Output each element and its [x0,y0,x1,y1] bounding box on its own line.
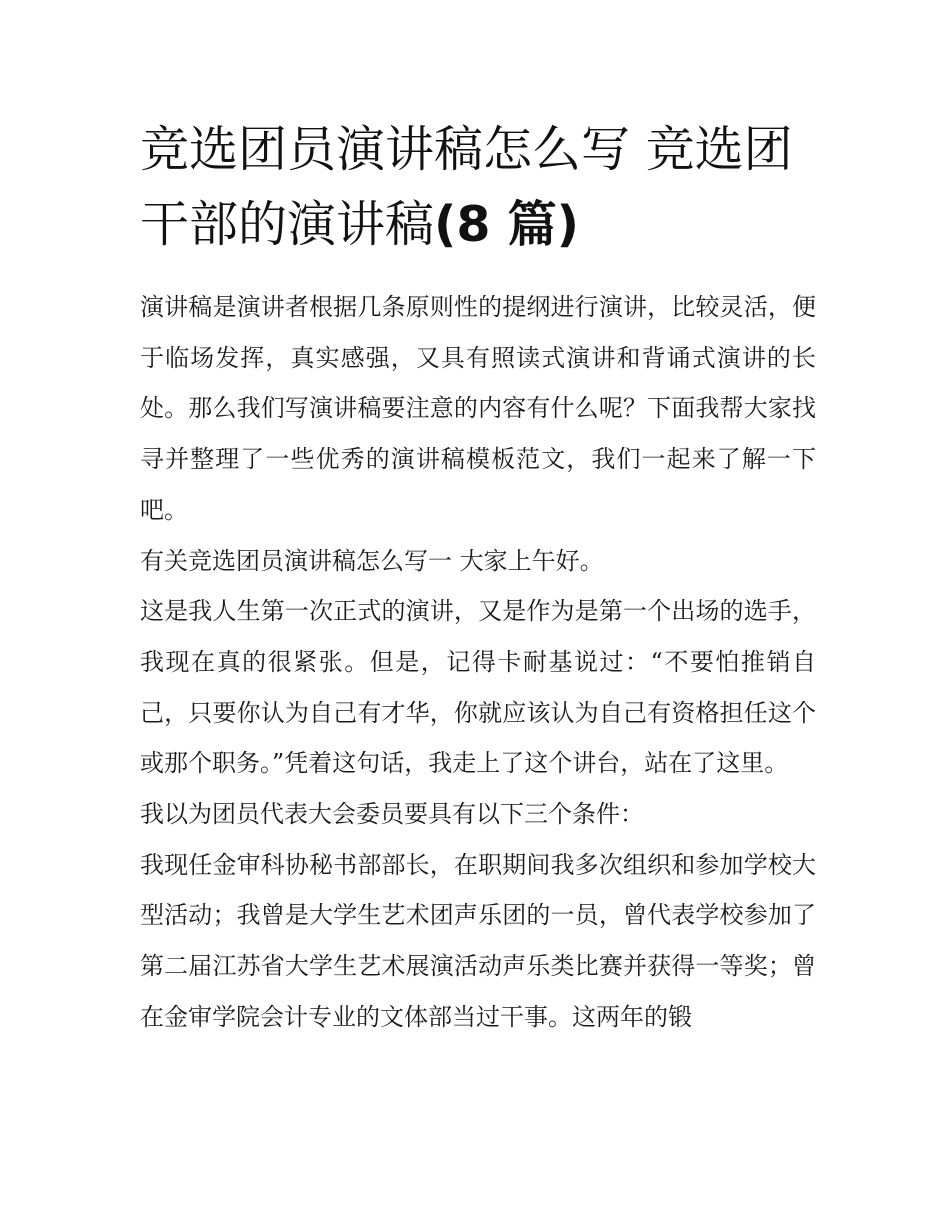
document-body [140,282,816,1043]
paragraph-experience: 我现任金审科协秘书部部长，在职期间我多次组织和参加学校大型活动；我曾是大学生艺术团声乐团的一员，曾代表学校参加了第二届江苏省大学生艺术展演活动声乐类比赛并获得一等奖；曾在金审学院会计专业的文体部当过干事。这两年的锻 [140,850,816,1031]
paragraph-heading-1: 有关竞选团员演讲稿怎么写一 大家上午好。 [140,546,604,575]
paragraph-intro: 演讲稿是演讲者根据几条原则性的提纲进行演讲，比较灵活，便于临场发挥，真实感强，又具有照读式演讲和背诵式演讲的长处。那么我们写演讲稿要注意的内容有什么呢？下面我帮大家找寻并整理了一些优秀的演讲稿模板范文，我们一起来了解一下吧。 [140,293,816,524]
title-count: (8 篇) [434,196,579,253]
title-text: 竞选团员演讲稿怎么写 竞选团干部的演讲稿 [140,121,793,253]
paragraph-speech-opening: 这是我人生第一次正式的演讲，又是作为是第一个出场的选手，我现在真的很紧张。但是，记得卡耐基说过：“不要怕推销自己，只要你认为自己有才华，你就应该认为自己有资格担任这个或那个职务。”凭着这句话，我走上了这个讲台，站在了这里。 [140,597,816,778]
document-title [140,112,820,262]
paragraph-conditions: 我以为团员代表大会委员要具有以下三个条件： [140,800,644,829]
